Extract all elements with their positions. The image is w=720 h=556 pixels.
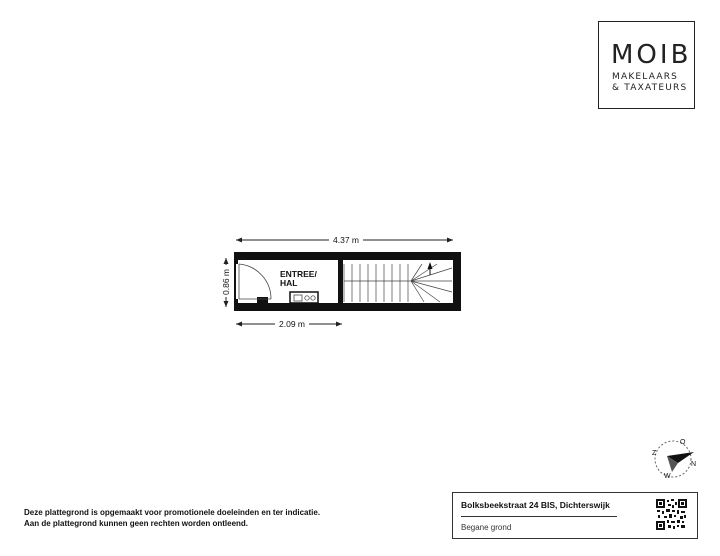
compass-rose xyxy=(652,439,696,480)
logo-subtitle-line1: MAKELAARS xyxy=(612,72,679,82)
walls xyxy=(234,252,461,311)
disclaimer-line2: Aan de plattegrond kunnen geen rechten worden ontleend. xyxy=(24,519,249,528)
qr-code-icon xyxy=(656,499,687,530)
info-divider xyxy=(461,516,617,517)
meter-cupboard xyxy=(290,292,318,303)
compass-label-o: O xyxy=(680,439,686,446)
dimension-top xyxy=(236,233,453,246)
property-info-box xyxy=(452,492,698,539)
compass-label-n: N xyxy=(691,461,697,468)
floor-name: Begane grond xyxy=(461,523,512,532)
disclaimer-line1: Deze plattegrond is opgemaakt voor promotionele doeleinden en ter indicatie. xyxy=(24,508,321,517)
logo-title: MOIB xyxy=(611,40,692,70)
entrance-door xyxy=(238,264,271,299)
compass-label-z: Z xyxy=(652,450,657,457)
dimension-left-label: 0.86 m xyxy=(221,269,231,295)
staircase xyxy=(344,262,452,302)
compass-label-w: W xyxy=(664,473,671,480)
room-label-line1: ENTREE/ xyxy=(280,269,317,279)
logo-subtitle-line2: & TAXATEURS xyxy=(612,83,688,93)
dimension-bottom xyxy=(236,317,342,330)
property-address: Bolksbeekstraat 24 BIS, Dichterswijk xyxy=(461,500,610,510)
room-label-line2: HAL xyxy=(280,278,298,288)
dimension-top-label: 4.37 m xyxy=(333,235,359,245)
dimension-bottom-label: 2.09 m xyxy=(279,319,305,329)
disclaimer xyxy=(24,507,320,529)
dimension-left xyxy=(219,258,233,307)
